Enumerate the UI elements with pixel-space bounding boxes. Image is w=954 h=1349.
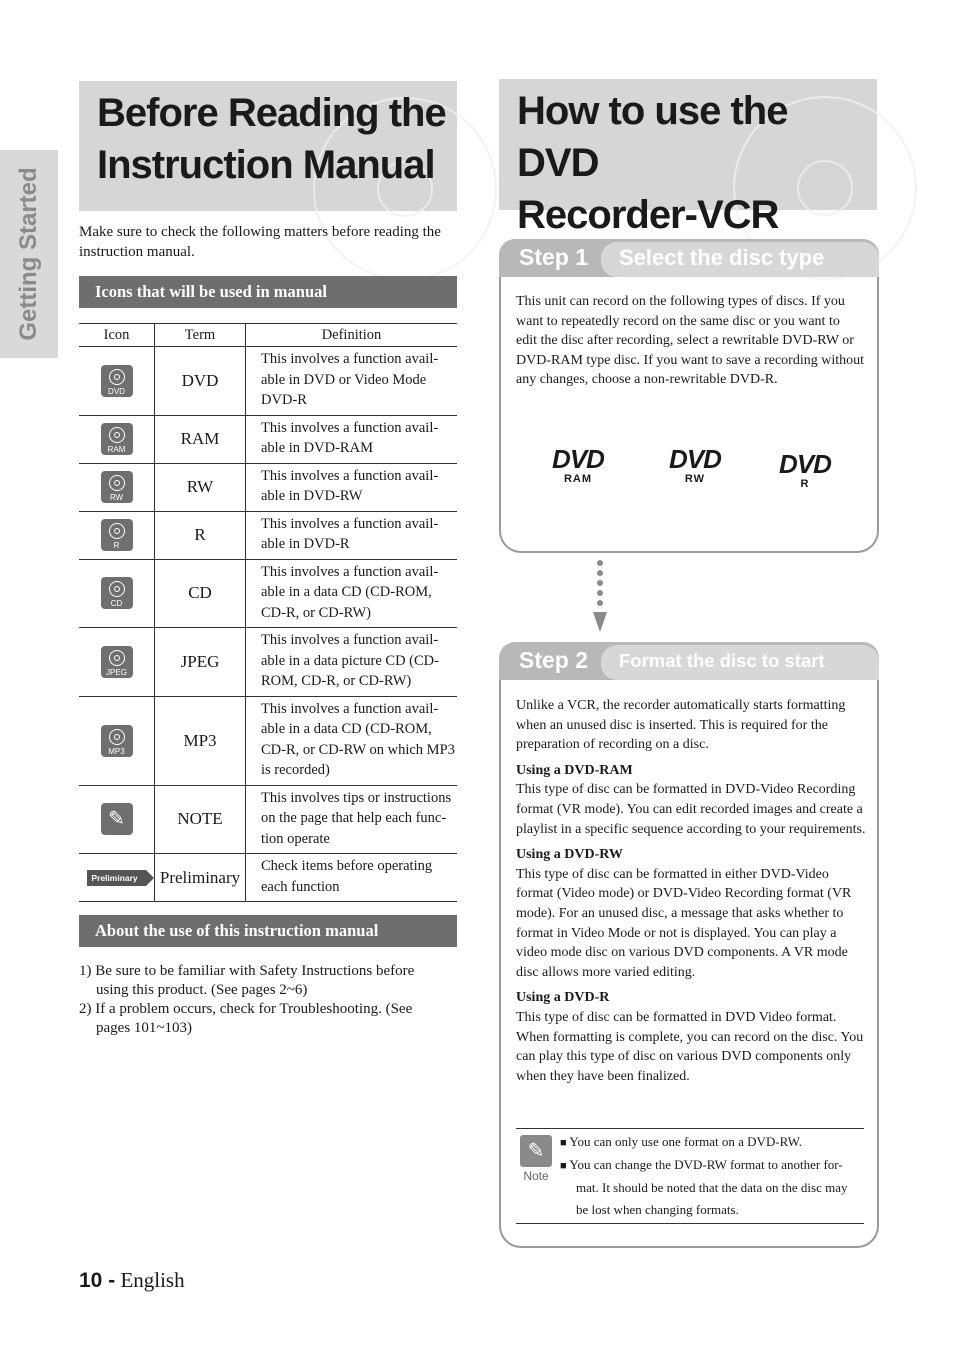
list-item: 2) If a problem occurs, check for Troubleshooting. (See pages 101~103) [79, 1001, 413, 1036]
side-tab [0, 150, 58, 358]
step2-label: Step 2 [519, 647, 589, 673]
table-row [79, 463, 457, 511]
definition-cell: This involves a function avail-able in DVD or Video Mode DVD-R [246, 347, 458, 416]
definition-cell: This involves a function avail-able in a data picture CD (CD-ROM, CD-R, or CD-RW) [246, 628, 458, 697]
step1-text [516, 292, 864, 390]
dvd-rw-logo: DVD RW [669, 444, 721, 485]
about-list [79, 962, 449, 1038]
definition-cell: This involves a function avail-able in DVD-R [246, 511, 458, 559]
table-header-row [79, 324, 457, 347]
using-dvd-rw-heading: Using a DVD-RW [516, 847, 623, 863]
step2-text [516, 696, 866, 1086]
title-line-1: How to use the DVD [517, 89, 788, 185]
note-box [516, 1128, 864, 1224]
right-title-banner [499, 79, 877, 237]
using-dvd-r-text: This type of disc can be formatted in DVD Video format. When formatting is complete, you can record on the disc. You can play this type of disc on various DVD components only when they have been finalized. [516, 1009, 864, 1084]
term-cell: RAM [155, 415, 246, 463]
header-definition: Definition [246, 324, 458, 347]
definition-cell: This involves a function avail-able in a data CD (CD-ROM, CD-R, or CD-RW) [246, 559, 458, 628]
title-line-2: Instruction Manual [97, 143, 435, 187]
footer-language: English [120, 1268, 185, 1292]
term-cell: NOTE [155, 785, 246, 854]
term-cell: RW [155, 463, 246, 511]
term-cell: Preliminary [155, 854, 246, 902]
table-row [79, 415, 457, 463]
side-tab-label: Getting Started [15, 167, 42, 341]
cd-disc-icon: CD [101, 577, 133, 609]
definition-cell: This involves a function avail-able in a data CD (CD-ROM, CD-R, or CD-RW on which MP3 is recorded) [246, 696, 458, 785]
down-arrow-icon [593, 612, 607, 632]
table-row [79, 696, 457, 785]
definition-cell: Check items before operating each function [246, 854, 458, 902]
term-cell: CD [155, 559, 246, 628]
preliminary-arrow-icon: Preliminary [87, 870, 145, 886]
using-dvd-ram-heading: Using a DVD-RAM [516, 762, 633, 778]
jpeg-disc-icon: JPEG [101, 646, 133, 678]
term-cell: DVD [155, 347, 246, 416]
left-title-banner [79, 81, 457, 211]
page-title-right [517, 85, 877, 241]
step1-description: This unit can record on the following types of discs. If you want to repeatedly record on the same disc or you want to edit the disc after recording, select a rewritable DVD-RW or DVD-RAM type disc. If you want to save a recording without any changes, choose a non-rewritable DVD-R. [516, 294, 864, 388]
dvd-disc-icon: DVD [101, 365, 133, 397]
intro-text: Make sure to check the following matters before reading the instruction manual. [79, 224, 441, 260]
mp3-disc-icon: MP3 [101, 725, 133, 757]
note-pencil-icon: ✎ [101, 803, 133, 835]
list-item: ■ You can only use one format on a DVD-RW. [560, 1131, 860, 1154]
using-dvd-ram-text: This type of disc can be formatted in DVD-Video Recording format (VR mode). You can edit recorded images and create a playlist in a specific sequence according to your requirements. [516, 782, 866, 837]
definition-cell: This involves a function avail-able in DVD-RAM [246, 415, 458, 463]
term-cell: JPEG [155, 628, 246, 697]
header-term: Term [155, 324, 246, 347]
header-icon: Icon [79, 324, 155, 347]
note-items [560, 1131, 860, 1221]
step-connector-dots [596, 560, 604, 610]
step2-title: Format the disc to start recording [601, 645, 879, 680]
page-footer [79, 1268, 185, 1293]
table-row [79, 785, 457, 854]
table-row [79, 854, 457, 902]
page-number: 10 - [79, 1269, 116, 1292]
dvd-ram-logo: DVD RAM [552, 444, 604, 485]
step1-label: Step 1 [519, 244, 589, 270]
term-cell: R [155, 511, 246, 559]
note-caption: Note [523, 1169, 549, 1183]
icons-table [79, 323, 457, 902]
definition-cell: This involves a function avail-able in DVD-RW [246, 463, 458, 511]
step2-header [499, 642, 879, 703]
icons-section-heading: Icons that will be used in manual [79, 276, 457, 308]
using-dvd-r-heading: Using a DVD-R [516, 990, 610, 1006]
table-row [79, 559, 457, 628]
list-item: ■ You can change the DVD-RW format to another for-mat. It should be noted that the data on the disc may be lost when changing formats. [560, 1154, 860, 1221]
note-icon-block [520, 1135, 552, 1185]
ram-disc-icon: RAM [101, 423, 133, 455]
step1-title: Select the disc type [601, 242, 879, 277]
note-pencil-icon: ✎ [520, 1135, 552, 1167]
table-row [79, 347, 457, 416]
table-row [79, 628, 457, 697]
title-line-1: Before Reading the [97, 91, 446, 135]
title-line-2: Recorder-VCR [517, 193, 779, 237]
list-item: 1) Be sure to be familiar with Safety Instructions before using this product. (See pages 2~6) [79, 963, 415, 998]
using-dvd-rw-text: This type of disc can be formatted in either DVD-Video format (Video mode) or DVD-Video Recording format (VR mode). For an unused disc, a message that asks whether to format in Video Mode or not is displayed. You can play a video mode disc on various DVD components. A VR mode disc allows more varied editing. [516, 866, 852, 980]
r-disc-icon: R [101, 519, 133, 551]
definition-cell: This involves tips or instructions on the page that help each func-tion operate [246, 785, 458, 854]
about-section-heading: About the use of this instruction manual [79, 915, 457, 947]
rw-disc-icon: RW [101, 471, 133, 503]
step1-header [499, 239, 879, 277]
step2-intro: Unlike a VCR, the recorder automatically starts formatting when an unused disc is inserted. This is required for the preparation of recording on a disc. [516, 698, 846, 753]
table-row [79, 511, 457, 559]
page-title-left [97, 87, 457, 191]
term-cell: MP3 [155, 696, 246, 785]
dvd-r-logo: DVD R [779, 449, 831, 490]
